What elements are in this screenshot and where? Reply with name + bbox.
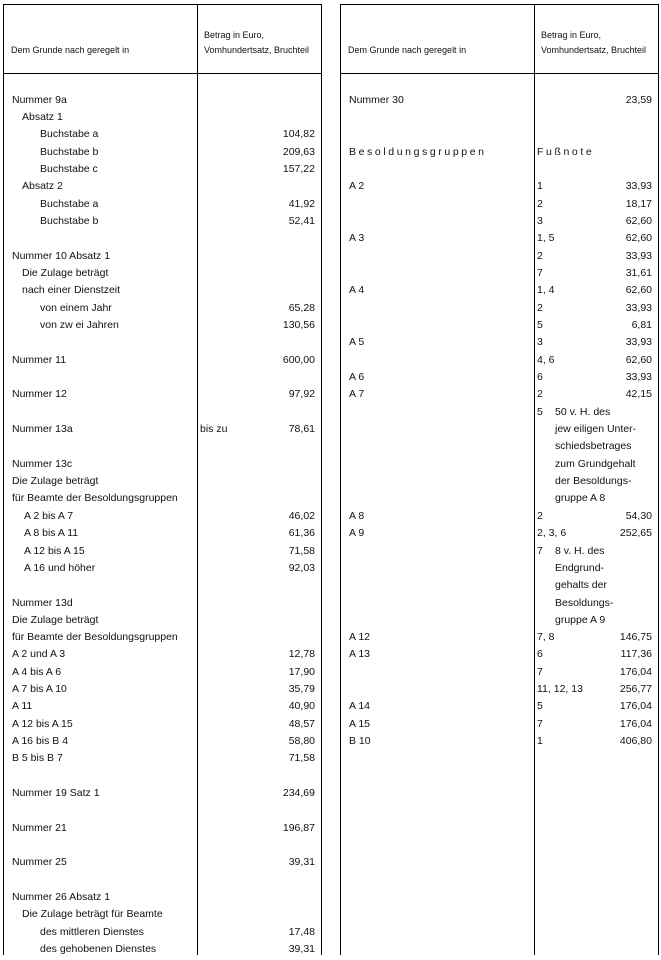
row-label: A 2 bis A 7 [24, 510, 74, 522]
row-value: 35,79 [288, 683, 315, 695]
table-row [4, 631, 321, 648]
row-label: A 2 und A 3 [12, 648, 66, 660]
table-row [341, 284, 658, 301]
row-value: 62,60 [625, 354, 652, 366]
table-row [341, 683, 658, 700]
table-row [4, 423, 321, 440]
header-col2-line2: Vomhundertsatz, Bruchteil [541, 45, 647, 55]
row-value: 71,58 [288, 545, 315, 557]
row-label: A 16 bis B 4 [12, 735, 69, 747]
row-footnote: 7, 8 [537, 631, 555, 643]
row-label: A 7 bis A 10 [12, 683, 67, 695]
row-label: Buchstabe a [40, 198, 99, 210]
row-footnote: 3 [537, 215, 543, 227]
row-label: B 5 bis B 7 [12, 752, 63, 764]
row-label: A 13 [349, 648, 371, 660]
row-label: A 6 [349, 371, 365, 383]
row-value: 42,15 [625, 388, 652, 400]
table-row [341, 666, 658, 683]
row-label: des mittleren Dienstes [40, 926, 144, 938]
row-value: 39,31 [288, 943, 315, 955]
row-value: 78,61 [288, 423, 315, 435]
row-value: 39,31 [288, 856, 315, 868]
row-footnote: 2 [537, 388, 543, 400]
row-footnote: 7 [537, 267, 543, 279]
row-footnote: 5 [537, 319, 543, 331]
table-row [4, 545, 321, 562]
row-value: 52,41 [288, 215, 315, 227]
header-col2-line1: Betrag in Euro, [541, 30, 602, 40]
table-row [341, 336, 658, 353]
row-label: Nummer 9a [12, 94, 67, 106]
row-value: 33,93 [625, 180, 652, 192]
row-label: Die Zulage beträgt [12, 614, 99, 626]
row-value: 17,90 [288, 666, 315, 678]
table-row [4, 856, 321, 873]
section-header-row [341, 146, 658, 163]
row-value: 97,92 [288, 388, 315, 400]
table-row [341, 180, 658, 197]
row-note: der Besoldungs- [555, 475, 632, 487]
table-row [4, 718, 321, 735]
table-row [4, 267, 321, 284]
table-row [341, 250, 658, 267]
table-row [341, 475, 658, 492]
table-row [341, 527, 658, 544]
header-col2 [204, 28, 309, 58]
row-label: Nummer 13d [12, 597, 73, 609]
table-row [4, 250, 321, 267]
row-value: 234,69 [282, 787, 315, 799]
table-row [341, 371, 658, 388]
table-row [4, 614, 321, 631]
row-label: Buchstabe a [40, 128, 99, 140]
table-row [341, 614, 658, 631]
row-label: von einem Jahr [40, 302, 112, 314]
row-footnote: 1, 4 [537, 284, 555, 296]
row-value: 33,93 [625, 336, 652, 348]
row-label: A 12 [349, 631, 371, 643]
footnote-heading: Fußnote [537, 146, 595, 158]
table-row [341, 597, 658, 614]
row-label: von zw ei Jahren [40, 319, 119, 331]
row-footnote: 2 [537, 302, 543, 314]
row-note: schiedsbetrages [555, 440, 632, 452]
table-row [4, 146, 321, 163]
table-row [4, 908, 321, 925]
table-row [341, 423, 658, 440]
table-row [4, 198, 321, 215]
header-rule [4, 73, 321, 74]
row-value: 54,30 [625, 510, 652, 522]
row-label: Die Zulage beträgt [22, 267, 109, 279]
row-label: A 2 [349, 180, 365, 192]
table-row [341, 388, 658, 405]
row-value: 33,93 [625, 371, 652, 383]
row-label: Buchstabe b [40, 215, 99, 227]
row-value: 71,58 [288, 752, 315, 764]
table-row [4, 787, 321, 804]
row-footnote: 7 [537, 545, 543, 557]
row-label: Die Zulage beträgt für Beamte [22, 908, 163, 920]
table-row [4, 666, 321, 683]
table-row [4, 527, 321, 544]
table-row [4, 111, 321, 128]
table-row [341, 648, 658, 665]
row-footnote: 5 [537, 406, 543, 418]
row-label: A 7 [349, 388, 365, 400]
table-row [341, 458, 658, 475]
row-value: 23,59 [625, 94, 652, 106]
row-label: Nummer 13a [12, 423, 73, 435]
table-row [341, 319, 658, 336]
table-row [4, 943, 321, 960]
table-row [341, 215, 658, 232]
row-note: 50 v. H. des [555, 406, 611, 418]
table-row [4, 562, 321, 579]
table-row [4, 735, 321, 752]
table-row [341, 492, 658, 509]
row-value: 33,93 [625, 250, 652, 262]
row-value: 12,78 [288, 648, 315, 660]
row-value: 40,90 [288, 700, 315, 712]
row-value: 600,00 [282, 354, 315, 366]
row-label: Nummer 12 [12, 388, 67, 400]
row-value: 62,60 [625, 232, 652, 244]
table-row [4, 215, 321, 232]
table-row [341, 718, 658, 735]
group-heading: Besoldungsgruppen [349, 146, 487, 158]
row-label: Nummer 25 [12, 856, 67, 868]
row-footnote: 1 [537, 735, 543, 747]
row-label: A 14 [349, 700, 371, 712]
row-footnote: 6 [537, 371, 543, 383]
table-row [341, 735, 658, 752]
row-label: für Beamte der Besoldungsgruppen [12, 631, 178, 643]
row-label: Absatz 1 [22, 111, 63, 123]
row-value: 176,04 [619, 700, 652, 712]
table-row [4, 302, 321, 319]
row-label: A 12 bis A 15 [12, 718, 73, 730]
row-label: A 8 [349, 510, 365, 522]
table-row [4, 354, 321, 371]
row-value: 176,04 [619, 666, 652, 678]
row-footnote: 3 [537, 336, 543, 348]
table-row [341, 267, 658, 284]
row-label: Nummer 26 Absatz 1 [12, 891, 111, 903]
row-label: A 4 bis A 6 [12, 666, 62, 678]
row-value: 65,28 [288, 302, 315, 314]
row-value: 92,03 [288, 562, 315, 574]
header-col1: Dem Grunde nach geregelt in [348, 45, 467, 55]
row-value: 406,80 [619, 735, 652, 747]
table-row [341, 354, 658, 371]
row-value: 176,04 [619, 718, 652, 730]
table-row [341, 302, 658, 319]
row-label: A 8 bis A 11 [24, 527, 79, 539]
row-label: Nummer 21 [12, 822, 67, 834]
row-value: 17,48 [288, 926, 315, 938]
row-label: für Beamte der Besoldungsgruppen [12, 492, 178, 504]
table-row [4, 752, 321, 769]
row-value: 104,82 [282, 128, 315, 140]
table-row [4, 319, 321, 336]
table-row [4, 128, 321, 145]
row-value: 6,81 [631, 319, 652, 331]
row-footnote: 11, 12, 13 [537, 683, 583, 695]
header-col2 [541, 28, 646, 58]
table-row [4, 510, 321, 527]
table-row [341, 440, 658, 457]
table-row [4, 648, 321, 665]
row-label: Buchstabe c [40, 163, 98, 175]
table-row [4, 597, 321, 614]
table-row [341, 631, 658, 648]
row-value: 117,36 [620, 648, 652, 660]
row-label: Nummer 13c [12, 458, 73, 470]
row-label: A 16 und höher [24, 562, 96, 574]
row-note: gruppe A 8 [555, 492, 606, 504]
row-footnote: 4, 6 [537, 354, 555, 366]
row-label: A 9 [349, 527, 365, 539]
row-value: 196,87 [282, 822, 315, 834]
left-table [3, 4, 322, 955]
table-row [4, 284, 321, 301]
table-row [4, 180, 321, 197]
row-label: A 3 [349, 232, 365, 244]
row-footnote: 2 [537, 250, 543, 262]
header-rule [341, 73, 658, 74]
row-note: Besoldungs- [555, 597, 614, 609]
row-label: A 15 [349, 718, 371, 730]
row-footnote: 2 [537, 510, 543, 522]
row-footnote: 2 [537, 198, 543, 210]
row-label: A 11 [12, 700, 33, 712]
row-value: 62,60 [625, 284, 652, 296]
row-footnote: 2, 3, 6 [537, 527, 567, 539]
row-label: A 12 bis A 15 [24, 545, 85, 557]
row-value: 209,63 [282, 146, 315, 158]
table-row [4, 683, 321, 700]
row-value: 58,80 [288, 735, 315, 747]
row-note: 8 v. H. des [555, 545, 605, 557]
table-row [341, 562, 658, 579]
row-label: Absatz 2 [22, 180, 63, 192]
table-row [341, 700, 658, 717]
table-row [4, 388, 321, 405]
row-note: gehalts der [555, 579, 607, 591]
row-label: Nummer 30 [349, 94, 404, 106]
row-footnote: 6 [537, 648, 543, 660]
row-value: 157,22 [282, 163, 315, 175]
row-value: 41,92 [288, 198, 315, 210]
row-qualifier: bis zu [200, 423, 228, 435]
table-row [4, 492, 321, 509]
table-row [4, 700, 321, 717]
row-value: 256,77 [619, 683, 652, 695]
table-row [341, 198, 658, 215]
row-label: B 10 [349, 735, 371, 747]
row-label: Die Zulage beträgt [12, 475, 99, 487]
header-col2-line1: Betrag in Euro, [204, 30, 265, 40]
table-row [341, 545, 658, 562]
header-col1: Dem Grunde nach geregelt in [11, 45, 130, 55]
row-value: 130,56 [282, 319, 315, 331]
row-footnote: 1 [537, 180, 543, 192]
table-row [4, 94, 321, 111]
row-value: 18,17 [625, 198, 652, 210]
table-row [4, 163, 321, 180]
row-footnote: 7 [537, 666, 543, 678]
row-value: 61,36 [288, 527, 315, 539]
row-value: 62,60 [625, 215, 652, 227]
row-label: Nummer 11 [12, 354, 67, 366]
row-label: A 5 [349, 336, 365, 348]
table-row [341, 94, 658, 111]
right-table [340, 4, 659, 955]
header-col2-line2: Vomhundertsatz, Bruchteil [204, 45, 310, 55]
row-value: 31,61 [625, 267, 652, 279]
row-note: Endgrund- [555, 562, 605, 574]
row-value: 48,57 [288, 718, 315, 730]
table-row [4, 475, 321, 492]
table-row [4, 891, 321, 908]
table-row [4, 822, 321, 839]
table-row [341, 579, 658, 596]
table-row [4, 458, 321, 475]
table-row [4, 926, 321, 943]
row-note: zum Grundgehalt [555, 458, 636, 470]
row-label: Buchstabe b [40, 146, 99, 158]
row-label: Nummer 19 Satz 1 [12, 787, 100, 799]
row-footnote: 1, 5 [537, 232, 555, 244]
row-value: 146,75 [619, 631, 652, 643]
table-row [341, 232, 658, 249]
row-note: gruppe A 9 [555, 614, 606, 626]
row-value: 252,65 [619, 527, 652, 539]
row-note: jew eiligen Unter- [555, 423, 637, 435]
table-row [341, 510, 658, 527]
row-label: des gehobenen Dienstes [40, 943, 157, 955]
row-value: 33,93 [625, 302, 652, 314]
table-row [341, 406, 658, 423]
row-label: Nummer 10 Absatz 1 [12, 250, 111, 262]
row-label: A 4 [349, 284, 365, 296]
row-footnote: 5 [537, 700, 543, 712]
row-footnote: 7 [537, 718, 543, 730]
row-label: nach einer Dienstzeit [22, 284, 121, 296]
row-value: 46,02 [288, 510, 315, 522]
